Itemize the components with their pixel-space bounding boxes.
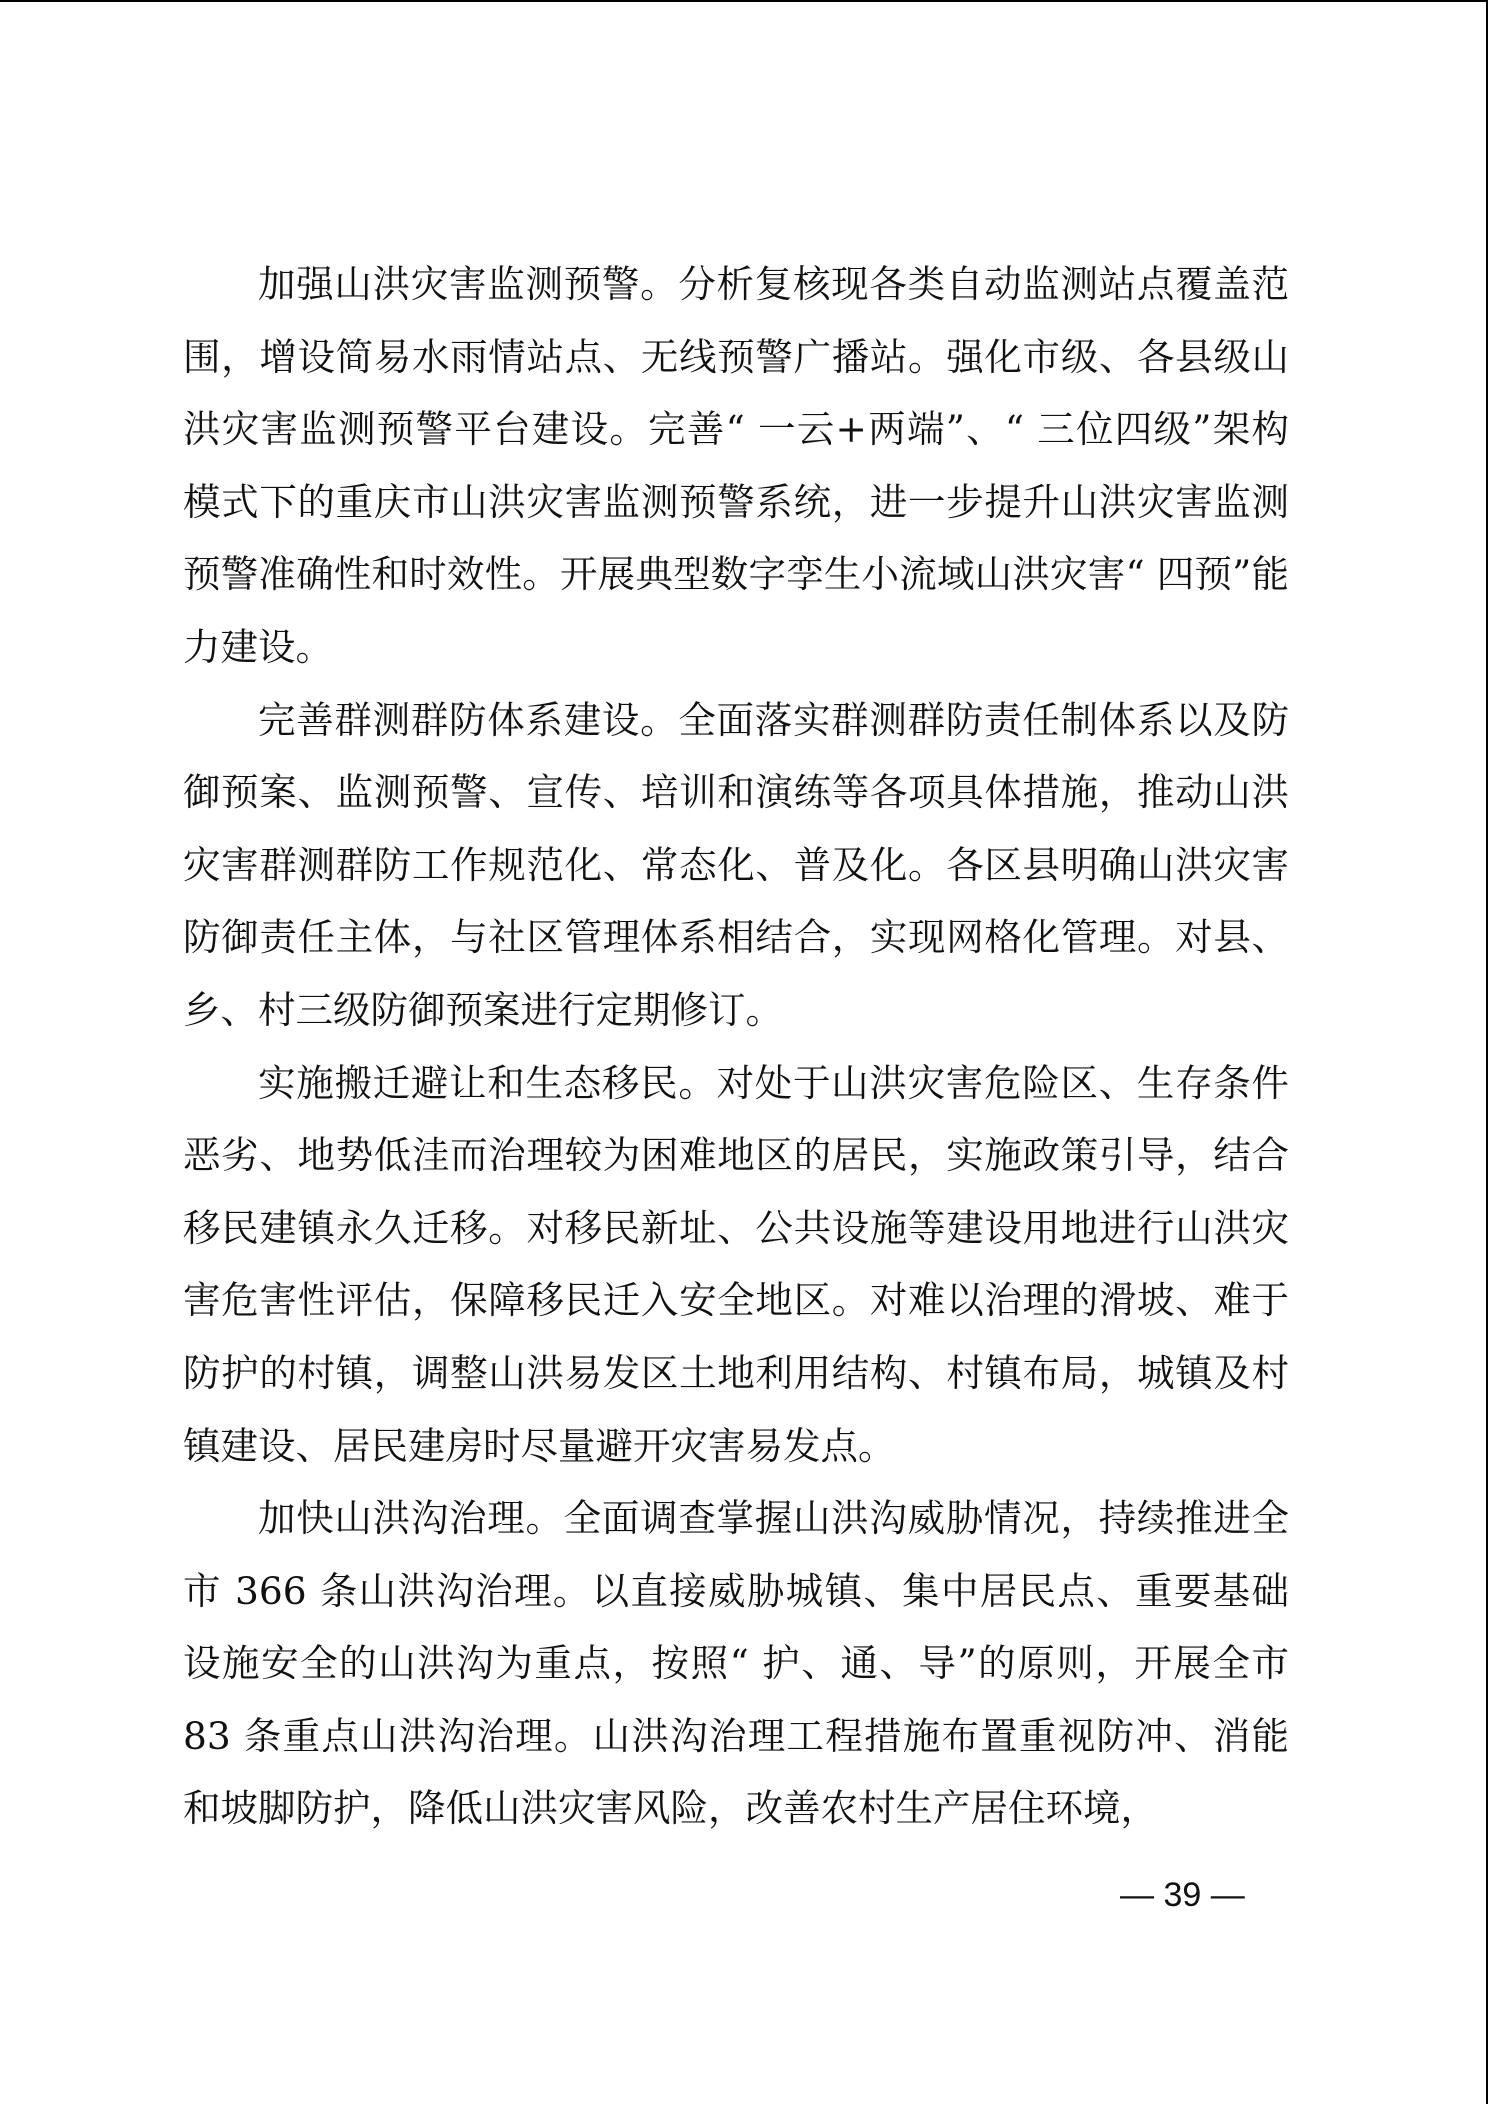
paragraph-relocation-migration: 实施搬迁避让和生态移民。对处于山洪灾害危险区、生存条件恶劣、地势低洼而治理较为困难地区的居民，实施政策引导，结合移民建镇永久迁移。对移民新址、公共设施等建设用地进行山洪灾害危害性评估，保障移民迁入安全地区。对难以治理的滑坡、难于防护的村镇，调整山洪易发区土地利用结构、村镇布局，城镇及村镇建设、居民建房时尽量避开灾害易发点。	[183, 1060, 1289, 1468]
page-number: — 39 —	[1120, 1876, 1245, 1914]
paragraph-mountain-flood-monitoring: 加强山洪灾害监测预警。分析复核现各类自动监测站点覆盖范围，增设简易水雨情站点、无线预警广播站。强化市级、各县级山洪灾害监测预警平台建设。完善“ 一云+两端”、“ 三位四级”架构模式下的重庆市山洪灾害监测预警系统，进一步提升山洪灾害监测预警准确性和时效性。开展典型数字孪生小流域山洪灾害“ 四预”能力建设。	[183, 262, 1289, 669]
paragraph-gully-treatment: 加快山洪沟治理。全面调查掌握山洪沟威胁情况，持续推进全市 366 条山洪沟治理。以直接威胁城镇、集中居民点、重要基础设施安全的山洪沟为重点，按照“ 护、通、导”的原则，开展全市 83 条重点山洪沟治理。山洪沟治理工程措施布置重视防冲、消能和坡脚防护，降低山洪灾害风险，改善农村生产居住环境，	[183, 1496, 1289, 1831]
top-border-line	[0, 0, 1488, 2]
paragraph-mass-monitoring-system: 完善群测群防体系建设。全面落实群测群防责任制体系以及防御预案、监测预警、宣传、培训和演练等各项具体措施，推动山洪灾害群测群防工作规范化、常态化、普及化。各区县明确山洪灾害防御责任主体，与社区管理体系相结合，实现网格化管理。对县、乡、村三级防御预案进行定期修订。	[183, 697, 1289, 1032]
body-text	[183, 248, 1289, 1845]
